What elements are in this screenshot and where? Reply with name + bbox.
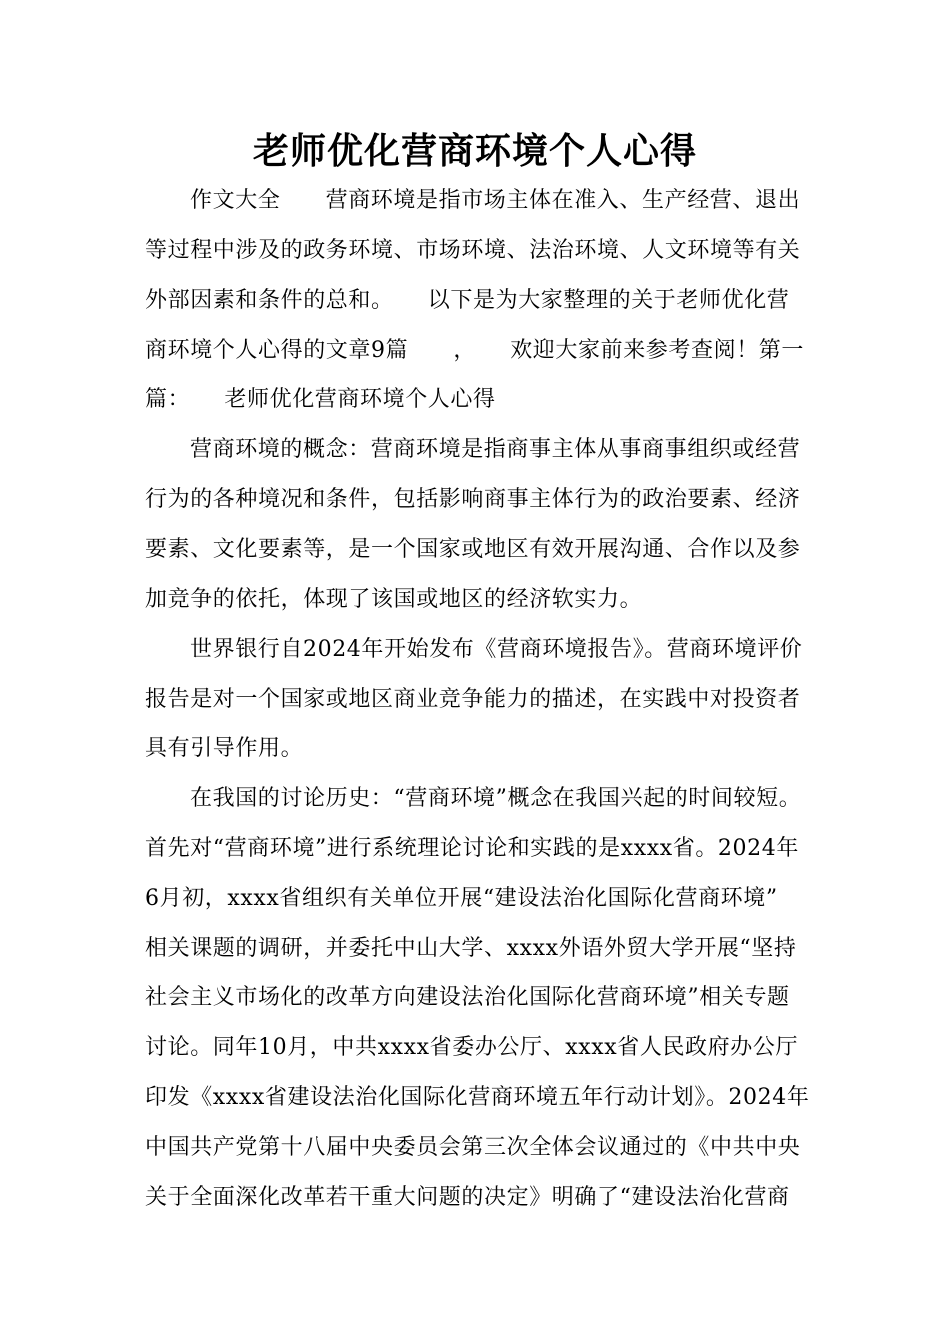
paragraph-line: 营商环境的概念：营商环境是指商事主体从事商事组织或经营 (190, 437, 801, 462)
paragraph-line: 作文大全 营商环境是指市场主体在准入、生产经营、退出 (190, 188, 801, 213)
paragraph-line: 印发《xxxx省建设法治化国际化营商环境五年行动计划》。2024年 (145, 1085, 810, 1110)
paragraph-line: 篇： 老师优化营商环境个人心得 (145, 387, 496, 412)
paragraph-line: 关于全面深化改革若干重大问题的决定》明确了“建设法治化营商 (145, 1185, 790, 1210)
paragraph-line: 在我国的讨论历史：“营商环境”概念在我国兴起的时间较短。 (190, 786, 802, 811)
paragraph-line: 要素、文化要素等，是一个国家或地区有效开展沟通、合作以及参 (145, 537, 801, 562)
paragraph-line: 加竞争的依托，体现了该国或地区的经济软实力。 (145, 587, 643, 612)
paragraph-line: 具有引导作用。 (145, 736, 304, 761)
paragraph-line: 行为的各种境况和条件，包括影响商事主体行为的政治要素、经济 (145, 487, 801, 512)
paragraph-line: 中国共产党第十八届中央委员会第三次全体会议通过的《中共中央 (145, 1135, 801, 1160)
paragraph-line: 世界银行自2024年开始发布《营商环境报告》。营商环境评价 (190, 637, 803, 662)
paragraph-line: 外部因素和条件的总和。 以下是为大家整理的关于老师优化营 (145, 288, 790, 313)
paragraph-line: 商环境个人心得的文章9篇 ， 欢迎大家前来参考查阅！第一 (145, 338, 804, 363)
paragraph-line: 等过程中涉及的政务环境、市场环境、法治环境、人文环境等有关 (145, 238, 801, 263)
document-title: 老师优化营商环境个人心得 (252, 131, 697, 172)
paragraph-line: 讨论。同年10月，中共xxxx省委办公厅、xxxx省人民政府办公厅 (145, 1035, 799, 1060)
paragraph-line: 社会主义市场化的改革方向建设法治化国际化营商环境”相关专题 (145, 985, 790, 1010)
paragraph-line: 报告是对一个国家或地区商业竞争能力的描述，在实践中对投资者 (145, 687, 801, 712)
paragraph-line: 相关课题的调研，并委托中山大学、xxxx外语外贸大学开展“坚持 (145, 936, 797, 961)
paragraph-line: 首先对“营商环境”进行系统理论讨论和实践的是xxxx省。2024年 (145, 836, 799, 861)
paragraph-line: 6月初，xxxx省组织有关单位开展“建设法治化国际化营商环境” (145, 886, 778, 911)
